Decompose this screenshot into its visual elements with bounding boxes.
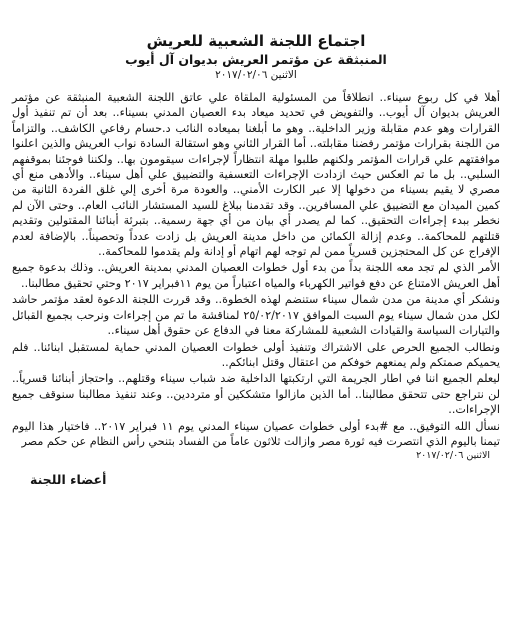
header-date: الاثنين ٢٠١٧/٠٢/٠٦	[215, 69, 297, 81]
document-title: اجتماع اللجنة الشعبية للعريش	[146, 32, 366, 50]
footer-date: الاثنين ٢٠١٧/٠٢/٠٦	[416, 450, 490, 462]
paragraph-closing-prayer: نسأل الله التوفيق.. مع #بدء أولى خطوات عصيان سيناء المدني يوم ١١ فبراير ٢٠١٧.. فاختيار هذا اليوم تيمنا باليوم الذي انتصرت فيه ثورة مصر وازالت ثلاثون عاماً من الفساد بتنحي رأس النظام عن حكم مصر	[12, 419, 500, 448]
signature: أعضاء اللجنة	[30, 472, 107, 488]
document-header	[8, 32, 504, 82]
statement-document	[8, 6, 504, 634]
paragraph-intro: أهلا في كل ربوع سيناء.. انطلاقاً من المسئولية الملقاة علي عاتق اللجنة الشعبية المنبثقة عن مؤتمر العريش بديوان آل أيوب.. والتفويض في تحديد ميعاد بدء العصيان المدني بسيناء.. بعد أن تم تنفيذ أول القرارات وهو عدم مقابلة وزير الداخلية.. وهو ما أبلغنا بميعاده النائب د.حسام رفاعي الكاشف.. والتزاماً من اللجنة بقرارات مؤتمر رفضنا مقابلته.. أما القرار الثاني وهو استقالة السادة نواب العريش والذين اعلنوا موافقتهم علي قرارات المؤتمر ولكنهم طلبوا مهلة انتظاراً لإجراءات سيقومون بها.. ولكننا فوجئنا بموقفهم السلبي.. بل ما تم العكس حيث ازدادت الإجراءات التعسفية والتضييق علي أهل سيناء.. والأدهى منع أي مصري لا يقيم بسيناء من دخولها إلا عبر الكارت الأمني.. والعودة مرة أخرى إلي غلق الفردة الثانية من كمين الميدان مع التضييق علي المسافرين.. وقد تقدمنا ببلاغ للسيد المستشار النائب العام.. وحتى الآن لم نخطر ببدء إجراءات التحقيق.. كما لم يصدر أي بيان من أي جهة رسمية.. بتبرئة أبنائنا المقتولين وتقديم قتلتهم للمحاكمة.. وعدم إزالة الكمائن من داخل مدينة العريش بل زادت عدداً وتحصيناً.. بالإضافة لعدم الإفراج عن كل المحتجزين قسرياً ممن لم توجه لهم اتهام أو إدانة ولم يقدموا للمحاكمة..	[12, 91, 500, 259]
paragraph-conference-call: ونشكر أي مدينة من مدن شمال سيناء ستنضم لهذه الخطوة.. وقد قررت اللجنة الدعوة لعقد مؤتمر حاشد لكل مدن شمال سيناء يوم السبت الموافق ٢٥/٠٢/٢٠١٧ لمناقشة ما تم من إجراءات ونرحب بجميع القبائل والتيارات السياسة والقيادات الشعبية للمشاركة معنا في الدفاع عن حقوق أهل سيناء..	[12, 293, 500, 338]
document-body	[8, 90, 504, 449]
paragraph-appeal: ونطالب الجميع الحرص على الاشتراك وتنفيذ أولى خطوات العصيان المدني حماية لمستقبل ابنائنا.. فلم يحميكم صمتكم ولم يمنعهم خوفكم من اعتقال وقتل ابنائكم..	[12, 340, 500, 369]
document-subtitle: المنبثقة عن مؤتمر العريش بديوان آل أيوب	[125, 52, 387, 67]
paragraph-demands: ليعلم الجميع اننا في اطار الجريمة التي ارتكبتها الداخلية ضد شباب سيناء وقتلهم.. واحتجاز أبنائنا قسرياً.. لن نتراجع حتى تتحقق مطالبنا.. أما الذين مازالوا متشككين أو مترددين.. وعند تنفيذ مطالبنا سنوقف جميع الإجراءات..	[12, 372, 500, 417]
paragraph-disobedience-start: الأمر الذي لم تجد معه اللجنة بداً من بدء أول خطوات العصيان المدني بمدينة العريش.. وذلك بدعوة جميع أهل العريش الامتناع عن دفع فواتير الكهرباء والمياه اعتباراً من يوم ١١فبراير ٢٠١٧ وحتي تحقيق مطالبنا..	[12, 261, 500, 290]
